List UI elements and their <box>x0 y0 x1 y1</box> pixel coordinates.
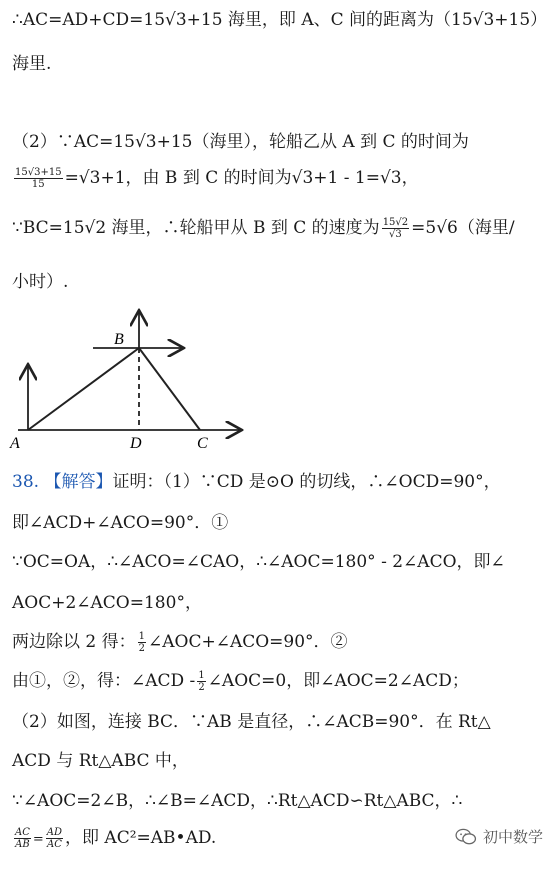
fraction <box>138 631 146 654</box>
fraction-numerator: 15√2 <box>382 217 409 228</box>
fraction <box>14 827 31 850</box>
line-5-text-b: =5√6（海里/ <box>411 218 515 238</box>
line-7-text: 证明：（1）∵CD 是⊙O 的切线，∴∠OCD=90°， <box>112 472 501 492</box>
label-d: D <box>130 435 142 452</box>
brand-name: 初中数学 <box>482 828 543 846</box>
line-11 <box>12 630 348 654</box>
line-7 <box>12 470 501 494</box>
label-a: A <box>10 435 20 452</box>
fraction-denominator: AC <box>46 839 62 850</box>
line-12-text-a: 由①，②，得：∠ACD - <box>12 671 196 691</box>
fraction-numerator: 15√3+15 <box>15 167 62 178</box>
line-13: （2）如图，连接 BC．∵AB 是直径，∴∠ACB=90°．在 Rt△ <box>12 712 491 732</box>
answer-tag: 【解答】 <box>44 472 113 492</box>
line-14: ACD 与 Rt△ABC 中， <box>12 751 189 771</box>
line-15: ∵∠AOC=2∠B，∴∠B=∠ACD，∴Rt△ACD∽Rt△ABC，∴ <box>12 791 463 811</box>
fraction <box>197 670 205 693</box>
line-5-text-a: ∵BC=15√2 海里，∴轮船甲从 B 到 C 的速度为 <box>12 218 380 238</box>
fraction-numerator: AD <box>46 827 63 838</box>
fraction-numerator: AC <box>15 827 30 838</box>
line-16-text: ，即 AC²=AB•AD. <box>65 828 217 848</box>
fraction-denominator: 15 <box>31 179 45 190</box>
wechat-icon <box>455 828 477 846</box>
line-1: ∴AC=AD+CD=15√3+15 海里，即 A、C 间的距离为（15√3+15） <box>12 10 548 30</box>
label-b: B <box>114 331 124 348</box>
line-12 <box>12 669 469 693</box>
line-6: 小时）. <box>12 272 69 292</box>
segment-bc <box>139 348 200 430</box>
line-2: 海里. <box>12 54 52 74</box>
equals-sign: = <box>32 832 44 847</box>
line-16 <box>12 826 216 852</box>
fraction <box>382 217 409 240</box>
fraction-denominator: √3 <box>389 229 402 240</box>
line-11-text-b: ∠AOC+∠ACO=90°．② <box>148 632 348 652</box>
geometry-figure <box>0 308 250 458</box>
question-number: 38. <box>12 472 40 492</box>
fraction-numerator: 1 <box>198 670 205 681</box>
segment-ab <box>28 348 139 430</box>
line-3: （2）∵AC=15√3+15（海里），轮船乙从 A 到 C 的时间为 <box>12 132 469 152</box>
label-c: C <box>197 435 208 452</box>
fraction-numerator: 1 <box>138 631 145 642</box>
watermark-brand <box>455 826 543 847</box>
fraction-denominator: AB <box>15 839 30 850</box>
line-9: ∵OC=OA，∴∠ACO=∠CAO，∴∠AOC=180° - 2∠ACO，即∠ <box>12 552 505 572</box>
line-5 <box>12 216 515 240</box>
line-8: 即∠ACD+∠ACO=90°．① <box>12 513 229 533</box>
line-12-text-b: ∠AOC=0，即∠AOC=2∠ACD； <box>207 671 469 691</box>
line-11-text-a: 两边除以 2 得： <box>12 632 136 652</box>
line-10: AOC+2∠ACO=180°， <box>12 593 202 613</box>
fraction <box>14 167 63 190</box>
fraction <box>46 827 63 850</box>
fraction-denominator: 2 <box>138 643 145 654</box>
fraction-denominator: 2 <box>198 682 205 693</box>
line-4-text: =√3+1，由 B 到 C 的时间为√3+1 - 1=√3， <box>64 168 419 188</box>
line-4 <box>12 166 419 190</box>
